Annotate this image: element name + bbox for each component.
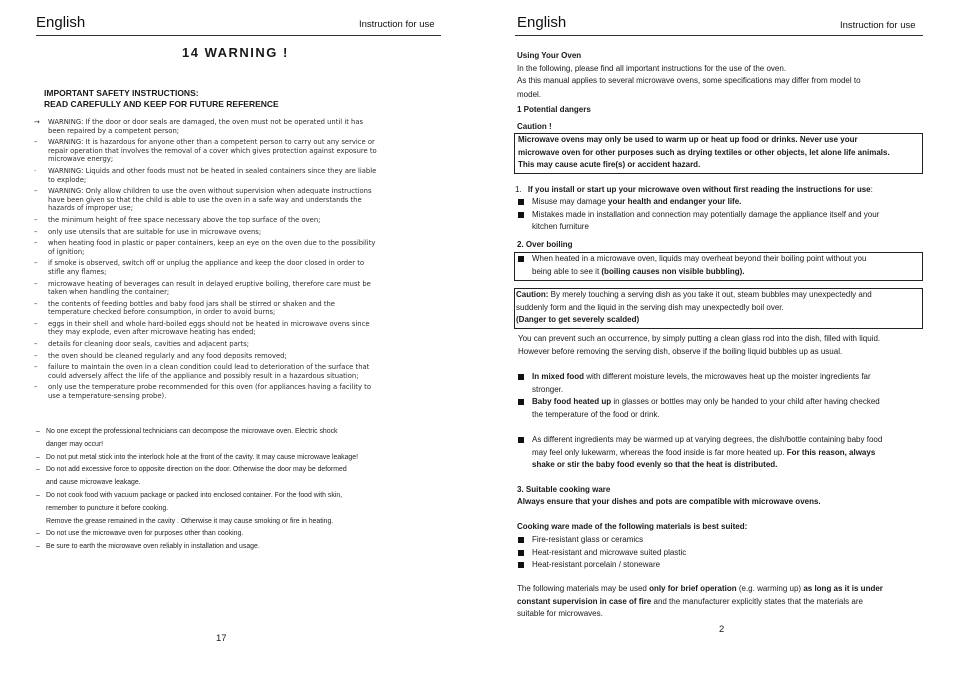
list-item: Heat-resistant porcelain / stoneware: [518, 559, 918, 572]
list-item-continuation: the temperature of the food or drink.: [532, 409, 660, 419]
warning-item: – when heating food in plastic or paper containers, keep an eye on the oven due to the possibility of ignition;: [34, 239, 376, 256]
warning-item: – if smoke is observed, switch off or unplug the appliance and keep the door closed in order to stifle any flames;: [34, 259, 365, 276]
list-item: – Be sure to earth the microwave oven reliably in installation and usage.: [36, 541, 416, 554]
list-item: – Do not use the microwave oven for purposes other than cooking.: [36, 528, 416, 541]
dash-bullet-icon: –: [34, 340, 38, 349]
list-item: As different ingredients may be warmed up at varying degrees, the dish/bottle containing baby food: [518, 434, 930, 447]
caution-box-2: [514, 288, 923, 329]
paragraph-line: However before removing the serving dish, observe if the boiling liquid bubbles up as usual.: [518, 346, 843, 356]
caution-line: Microwave ovens may only be used to warm up or heat up food or drinks. Never use your: [518, 135, 858, 144]
section-title: Using Your Oven: [517, 51, 582, 60]
square-bullet-icon: [518, 256, 524, 262]
warning-item: – the contents of feeding bottles and baby food jars shall be stirred or shaken and the temperature checked before consumption, in order to avoid burns;: [34, 299, 335, 317]
list-item-continuation: may feel only lukewarm, whereas the food inside is far more heated up. For this reason, always: [532, 447, 876, 457]
dash-bullet-icon: ·: [34, 166, 37, 175]
paragraph-line: model.: [517, 89, 542, 99]
warning-item: · WARNING: Liquids and other foods must not be heated in sealed containers since they are liable to explode;: [34, 166, 377, 184]
list-item-continuation: remember to puncture it before cooking.: [46, 504, 169, 512]
caution-line: suddenly form and the liquid in the serving dish may unexpectedly boil over.: [516, 302, 784, 312]
over-boiling-box: [514, 252, 923, 281]
list-item: – No one except the professional technicians can decompose the microwave oven. Electric shock: [36, 426, 416, 439]
warning-item: – only use utensils that are suitable for use in microwave ovens;: [34, 227, 262, 236]
warning-item: – the oven should be cleaned regularly and any food deposits removed;: [34, 351, 287, 360]
dash-bullet-icon: –: [36, 543, 40, 551]
dash-bullet-icon: –: [36, 491, 40, 499]
dash-bullet-icon: –: [36, 453, 40, 461]
numbered-item: [515, 184, 927, 197]
page-number: 17: [216, 633, 227, 644]
bullet-list: [518, 196, 928, 234]
square-bullet-icon: [518, 550, 524, 556]
list-item-continuation: being able to see it (boiling causes non visible bubbling).: [532, 266, 745, 276]
dash-bullet-icon: –: [34, 215, 38, 224]
list-item: Misuse may damage your health and endanger your life.: [518, 196, 928, 209]
caution-line: microwave oven for other purposes such as drying textiles or other objects, let alone life animals.: [518, 147, 890, 157]
warning-title: 14 WARNING !: [182, 45, 289, 60]
safety-heading: [44, 88, 279, 110]
header-rule: [36, 35, 441, 36]
warning-item: – the minimum height of free space necessary above the top surface of the oven;: [34, 215, 321, 224]
square-bullet-icon: [518, 562, 524, 568]
caution-label: Caution !: [517, 122, 552, 131]
square-bullet-icon: [518, 374, 524, 380]
list-item-continuation: Remove the grease remained in the cavity . Otherwise it may cause smoking or fire in heating.: [46, 517, 334, 525]
paragraph-line: suitable for microwaves.: [517, 609, 603, 619]
paragraph-line: constant supervision in case of fire and the manufacturer explicitly states that the materials are: [517, 596, 863, 606]
warning-item: – details for cleaning door seals, cavities and adjacent parts;: [34, 340, 250, 349]
square-bullet-icon: [518, 537, 524, 543]
square-bullet-icon: [518, 437, 524, 443]
paragraph-line: The following materials may be used only for brief operation (e.g. warming up) as long as it is under: [517, 584, 883, 593]
warning-item: – microwave heating of beverages can result in delayed eruptive boiling, therefore care must be taken when handling the container;: [34, 279, 371, 297]
food-list: [518, 371, 928, 421]
ingredients-paragraph: [518, 434, 930, 472]
caution-line: (Danger to get severely scalded): [516, 315, 640, 325]
cookware-list: [518, 534, 918, 572]
dash-bullet-icon: –: [34, 187, 38, 196]
warning-item: – WARNING: It is hazardous for anyone other than a competent person to carry out any service or repair operation that involves the removal of a cover which gives protection against exposure to microwave energy;: [34, 138, 377, 164]
section-subtitle: Always ensure that your dishes and pots are compatible with microwave ovens.: [517, 497, 821, 506]
cookware-title: Cooking ware made of the following materials is best suited:: [517, 522, 748, 531]
dash-bullet-icon: –: [34, 239, 38, 248]
prevention-paragraph: [518, 333, 930, 358]
numbered-text: If you install or start up your microwave oven without first reading the instructions for use: [527, 185, 871, 194]
dash-bullet-icon: –: [34, 279, 38, 288]
number-marker: 1.: [515, 185, 522, 194]
dash-bullet-icon: –: [34, 351, 38, 360]
scanned-warnings: [34, 118, 378, 404]
list-item-continuation: and cause microwave leakage.: [46, 479, 141, 487]
square-bullet-icon: [518, 199, 524, 205]
safety-heading-line-2: READ CAREFULLY AND KEEP FOR FUTURE REFERENCE: [44, 99, 279, 109]
list-item: Baby food heated up in glasses or bottles may only be handed to your child after having checked: [518, 396, 928, 409]
right-page: [477, 0, 954, 676]
paragraph-line: In the following, please find all important instructions for the use of the oven.: [517, 63, 787, 73]
dash-bullet-icon: –: [34, 299, 38, 308]
paragraph-line: You can prevent such an occurrence, by simply putting a clean glass rod into the dish, filled with liquid.: [518, 334, 881, 343]
dash-bullet-icon: –: [34, 138, 38, 147]
paragraph-line: As this manual applies to several microwave ovens, some specifications may differ from model to: [517, 76, 861, 86]
section-title: 1 Potential dangers: [517, 105, 591, 114]
page-number: 2: [719, 624, 725, 635]
warning-item: → WARNING: If the door or door seals are damaged, the oven must not be operated until it has been repaired by a competent person;: [34, 118, 364, 135]
list-item-continuation: danger may occur!: [46, 440, 104, 448]
list-item-continuation: kitchen furniture: [532, 222, 589, 232]
instruction-label: Instruction for use: [840, 20, 916, 31]
dash-bullet-icon: –: [34, 383, 38, 392]
instruction-label: Instruction for use: [359, 19, 435, 30]
caution-box: [514, 133, 923, 174]
list-item: – Do not put metal stick into the interlock hole at the front of the cavity. It may cause microwave leakage!: [36, 452, 416, 465]
list-item: Heat-resistant and microwave suited plastic: [518, 547, 918, 560]
caution-line: Caution: By merely touching a serving dish as you take it out, steam bubbles may unexpectedly and: [516, 290, 872, 299]
warning-item: – eggs in their shell and whole hard-boiled eggs should not be heated in microwave ovens since they may explode, even after microwave heating has ended;: [34, 319, 370, 337]
warning-item: – WARNING: Only allow children to use the oven without supervision when adequate instructions have been given so that the child is able to use the oven in a safe way and understands the hazards of improper use;: [34, 187, 372, 213]
square-bullet-icon: [518, 399, 524, 405]
language-label: English: [36, 14, 86, 31]
dash-bullet-icon: –: [34, 363, 38, 372]
section-title: 2. Over boiling: [517, 240, 573, 249]
safety-heading-line-1: IMPORTANT SAFETY INSTRUCTIONS:: [44, 88, 199, 98]
header-rule: [515, 35, 923, 36]
warning-item: – only use the temperature probe recommended for this oven (for appliances having a facility to use a temperature-sensing probe).: [34, 383, 371, 401]
dash-bullet-icon: –: [36, 466, 40, 474]
extra-warnings: [36, 426, 416, 554]
dash-bullet-icon: –: [34, 227, 38, 236]
list-item: Mistakes made in installation and connection may potentially damage the appliance itself and your: [518, 209, 928, 222]
list-item: When heated in a microwave oven, liquids may overheat beyond their boiling point without you: [518, 253, 920, 266]
dash-bullet-icon: –: [36, 428, 40, 435]
square-bullet-icon: [518, 212, 524, 218]
dash-bullet-icon: –: [34, 259, 38, 268]
caution-line: This may cause acute fire(s) or accident hazard.: [518, 160, 701, 170]
numbered-colon: :: [870, 185, 873, 194]
list-item-continuation: stronger.: [532, 384, 564, 394]
arrow-bullet-icon: →: [34, 118, 40, 126]
list-item: – Do not add excessive force to opposite direction on the door. Otherwise the door may be deformed: [36, 464, 416, 477]
list-item-continuation: shake or stir the baby food evenly so that the heat is distributed.: [532, 460, 778, 470]
dash-bullet-icon: –: [34, 319, 38, 328]
list-item: In mixed food with different moisture levels, the microwaves heat up the moister ingredients far: [518, 371, 928, 384]
brief-operation-paragraph: [517, 583, 931, 621]
warning-item: – failure to maintain the oven in a clean condition could lead to deterioration of the surface that could adversely affect the life of the appliance and possibly result in a hazardous situation;: [34, 363, 370, 380]
dash-bullet-icon: –: [36, 530, 40, 538]
list-item: – Do not cook food with vacuum package or packed into enclosed container. For the food with skin,: [36, 490, 416, 503]
language-label: English: [517, 14, 567, 31]
list-item: Fire-resistant glass or ceramics: [518, 534, 918, 547]
section-title: 3. Suitable cooking ware: [517, 485, 611, 494]
intro-block: [517, 50, 927, 101]
